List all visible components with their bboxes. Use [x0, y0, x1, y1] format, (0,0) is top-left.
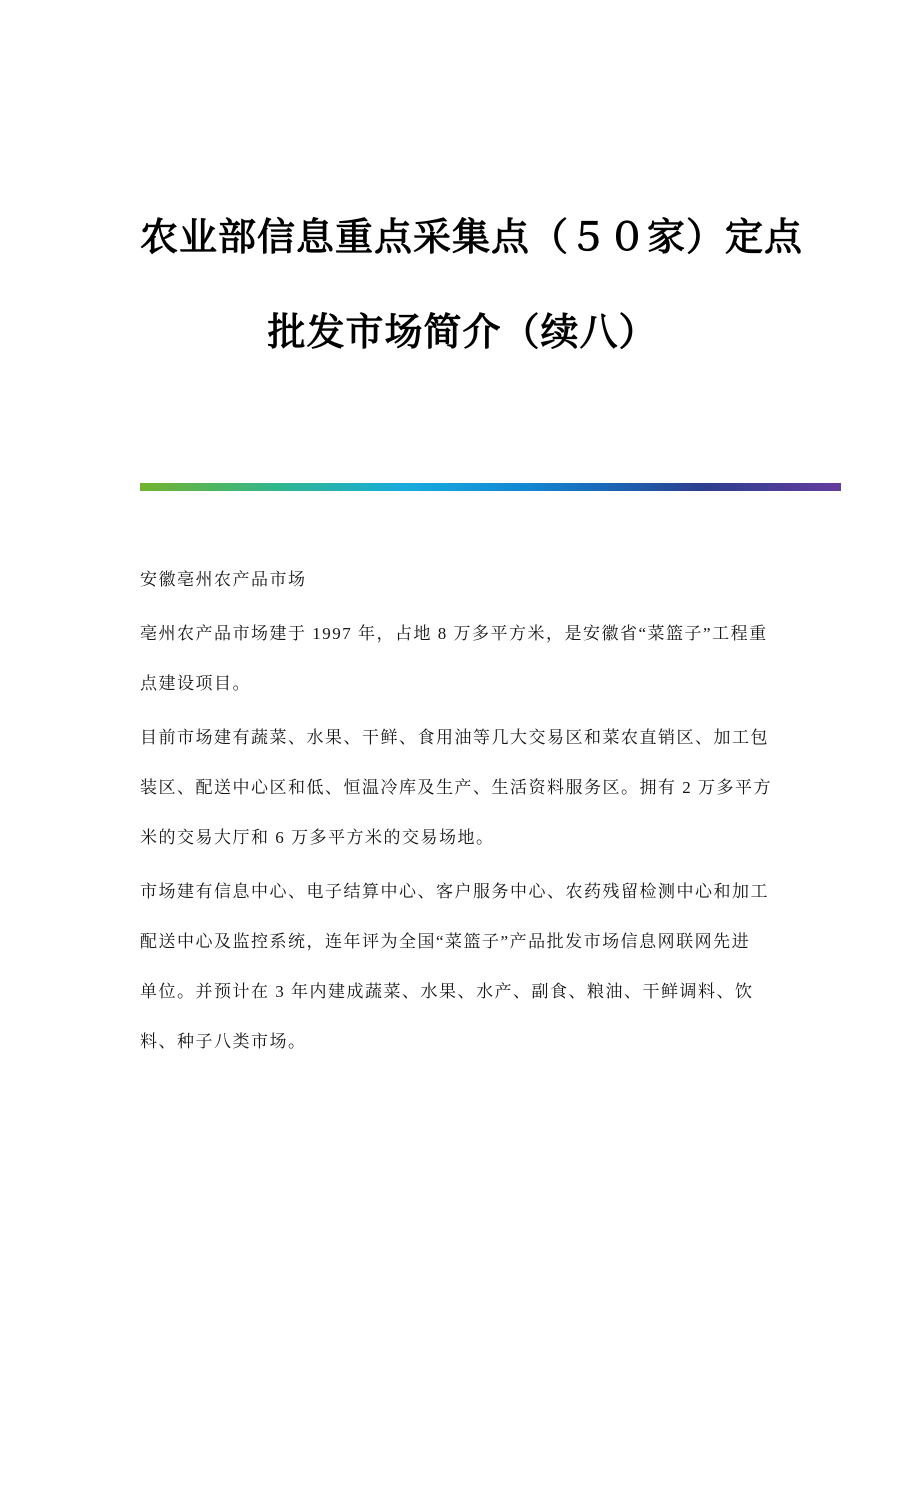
- paragraph-line: 配送中心及监控系统，连年评为全国“菜篮子”产品批发市场信息网联网先进: [140, 932, 751, 951]
- paragraph-facilities: [140, 713, 790, 863]
- paragraph-line: 装区、配送中心区和低、恒温冷库及生产、生活资料服务区。拥有 2 万多平方: [140, 778, 772, 797]
- paragraph-line: 单位。并预计在 3 年内建成蔬菜、水果、水产、副食、粮油、干鲜调料、饮: [140, 982, 754, 1001]
- paragraph-market-name: [140, 555, 790, 605]
- paragraph-line: 安徽亳州农产品市场: [140, 570, 307, 589]
- paragraph-overview: [140, 609, 790, 709]
- article-body: [140, 555, 790, 1067]
- paragraph-line: 目前市场建有蔬菜、水果、干鲜、食用油等几大交易区和菜农直销区、加工包: [140, 728, 769, 747]
- document-title: [140, 191, 804, 381]
- paragraph-line: 亳州农产品市场建于 1997 年，占地 8 万多平方米，是安徽省“菜篮子”工程重: [140, 624, 768, 643]
- paragraph-line: 料、种子八类市场。: [140, 1032, 307, 1051]
- paragraph-line: 米的交易大厅和 6 万多平方米的交易场地。: [140, 828, 495, 847]
- paragraph-line: 点建设项目。: [140, 674, 251, 693]
- paragraph-line: 市场建有信息中心、电子结算中心、客户服务中心、农药残留检测中心和加工: [140, 882, 769, 901]
- document-page: [0, 191, 920, 1493]
- title-line-2: 批发市场简介（续八）: [267, 312, 658, 354]
- gradient-divider: [140, 483, 841, 491]
- paragraph-services: [140, 867, 790, 1067]
- title-line-1: 农业部信息重点采集点（５０家）定点: [140, 217, 804, 259]
